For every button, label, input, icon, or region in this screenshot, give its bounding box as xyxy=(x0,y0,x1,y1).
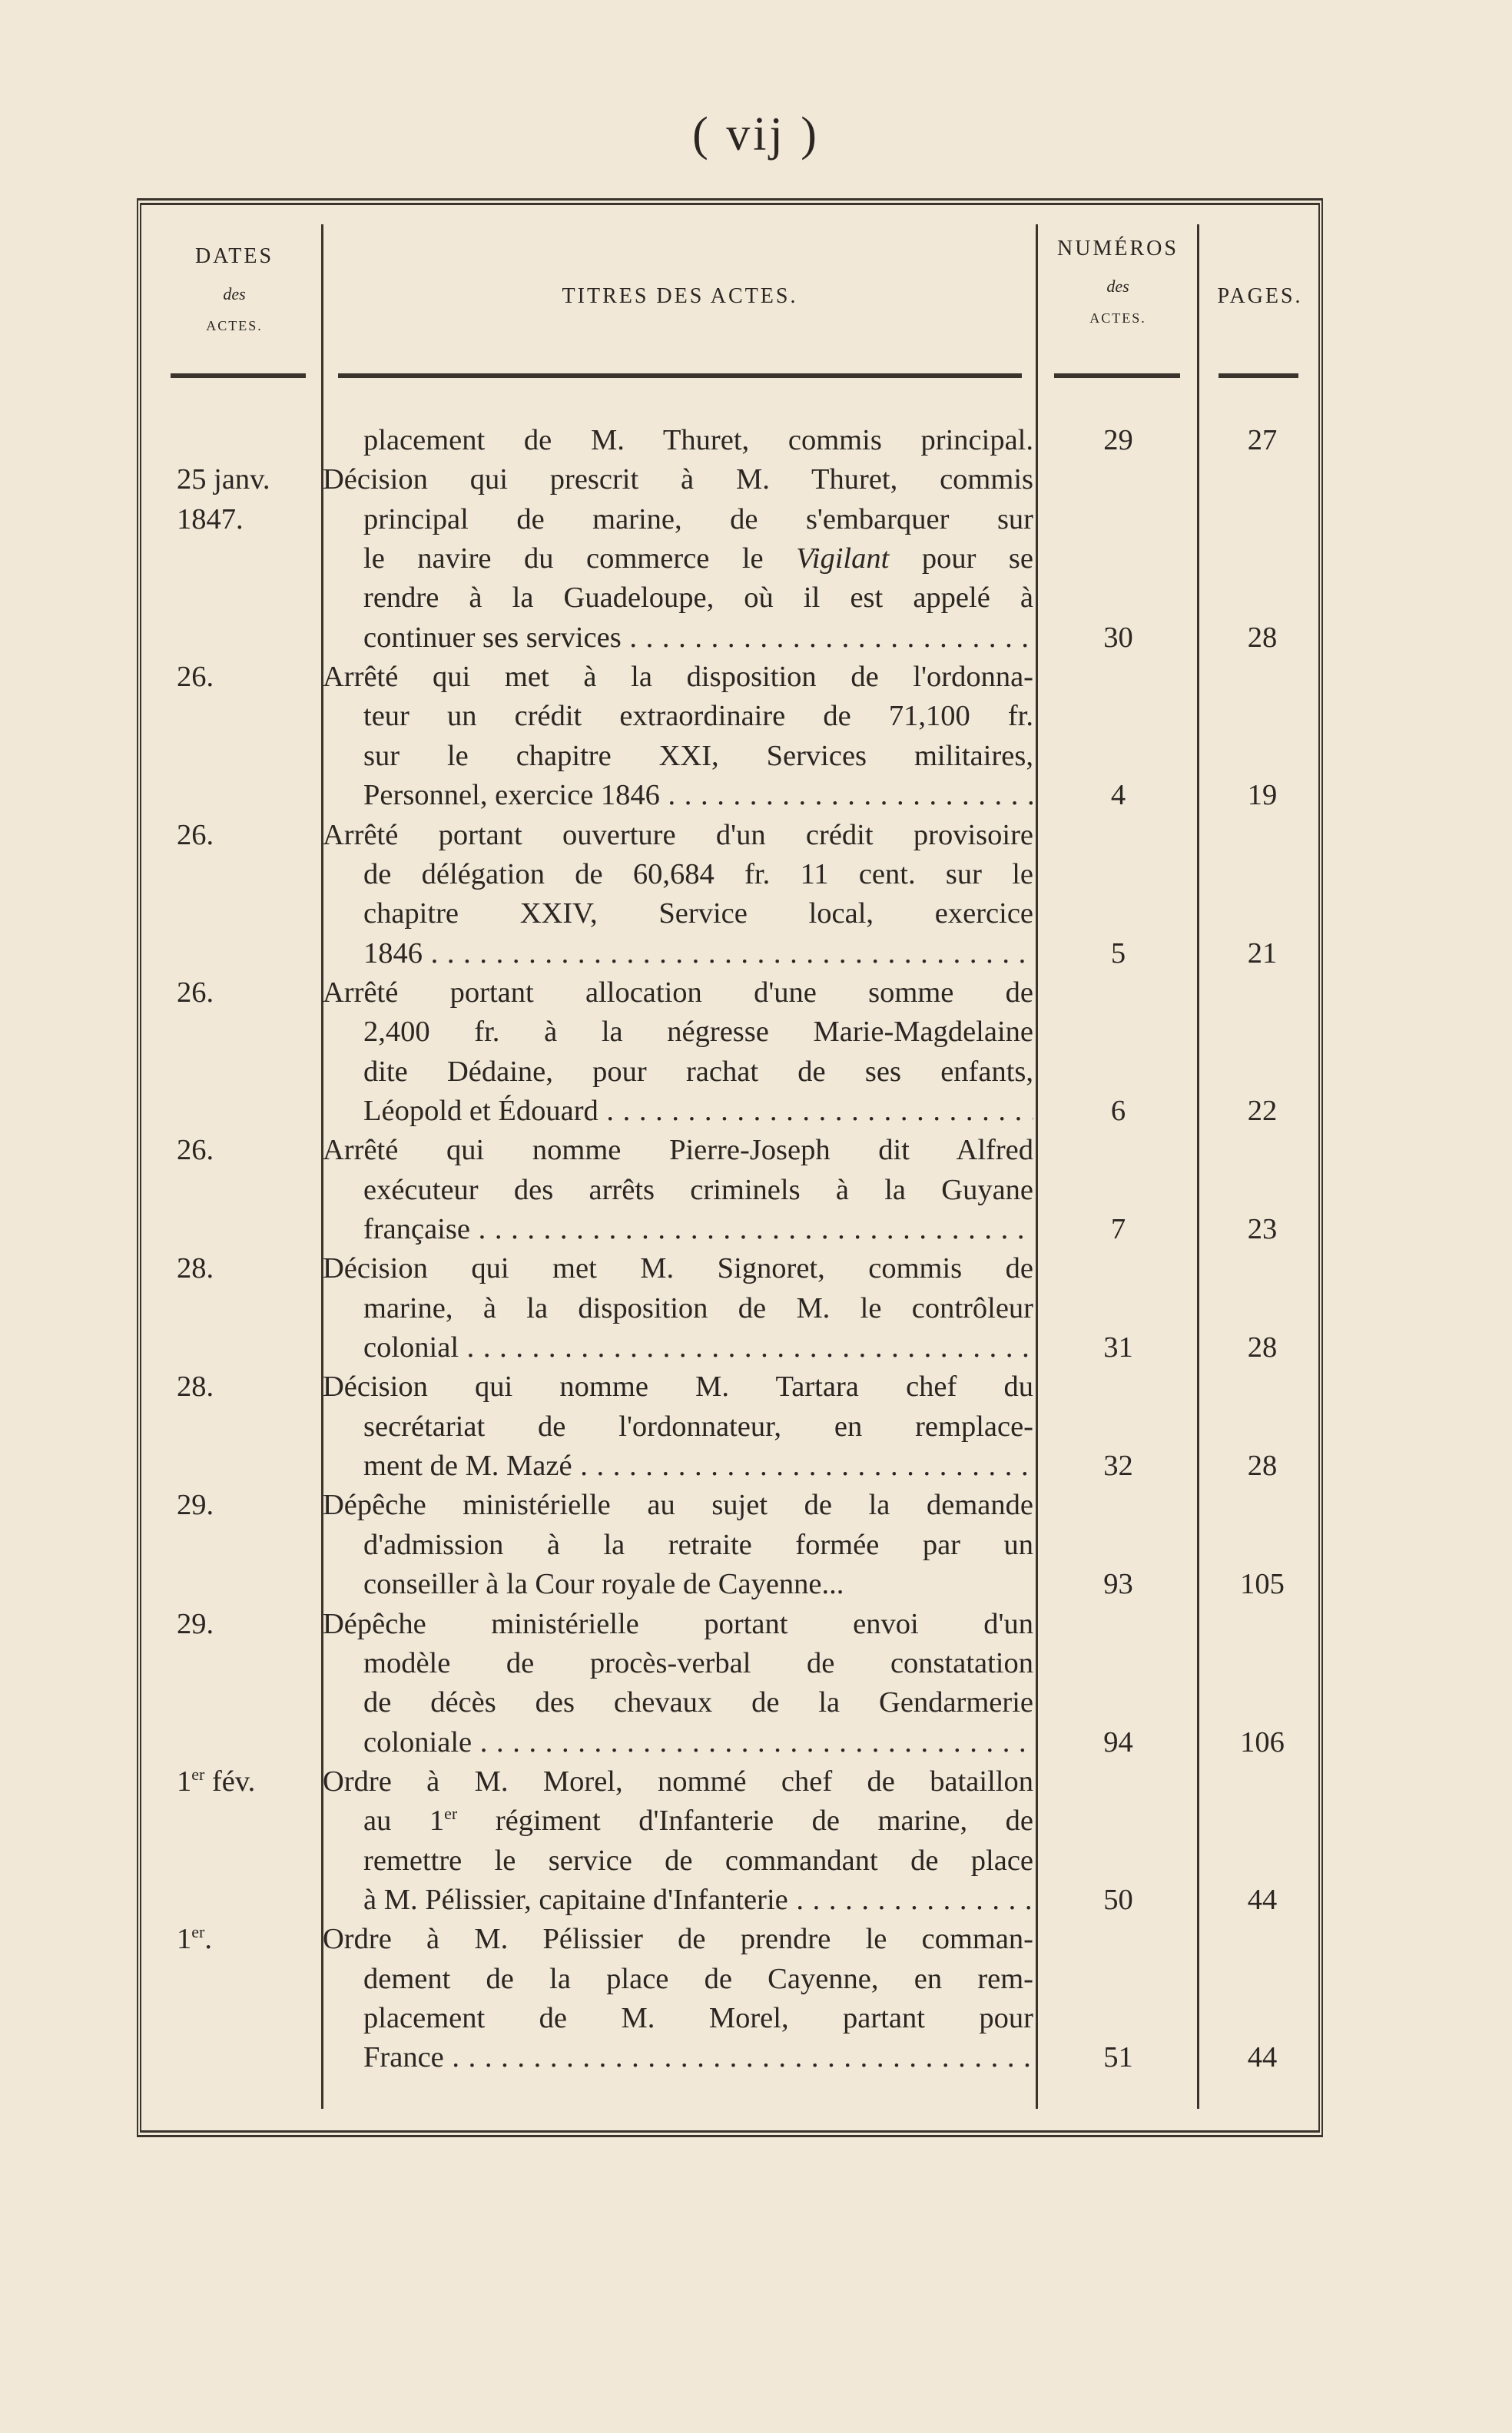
row-title: placement de M. Thuret, commis principal. xyxy=(363,424,1033,456)
table-row xyxy=(0,1486,1512,1525)
table-row xyxy=(0,460,1512,499)
row-page-number: 28 xyxy=(1247,1331,1278,1364)
row-title: chapitre XXIV, Service local, exercice xyxy=(363,897,1033,930)
table-row xyxy=(0,1052,1512,1092)
table-row xyxy=(0,1999,1512,2038)
row-act-number: 93 xyxy=(1103,1568,1133,1601)
table-row xyxy=(0,697,1512,736)
row-title: Ordre à M. Pélissier de prendre le comman- xyxy=(323,1923,1033,1956)
row-date: 29. xyxy=(177,1607,214,1640)
row-title: Arrêté qui nomme Pierre-Joseph dit Alfred xyxy=(323,1134,1033,1167)
row-date: 26. xyxy=(177,818,214,851)
row-title: teur un crédit extraordinaire de 71,100 fr. xyxy=(363,700,1033,733)
row-page-number: 28 xyxy=(1247,621,1278,654)
table-row xyxy=(0,1407,1512,1447)
table-row xyxy=(0,1565,1512,1604)
table-row xyxy=(0,1644,1512,1683)
row-date: 28. xyxy=(177,1252,214,1285)
row-page-number: 106 xyxy=(1240,1725,1285,1758)
row-page-number: 19 xyxy=(1247,779,1278,812)
row-act-number: 31 xyxy=(1103,1331,1133,1364)
row-title: Dépêche ministérielle portant envoi d'un xyxy=(323,1607,1033,1640)
table-row xyxy=(0,776,1512,815)
row-title: coloniale . . . xyxy=(363,1723,1033,1762)
row-title: dement de la place de Cayenne, en rem- xyxy=(363,1962,1033,1995)
row-page-number: 44 xyxy=(1247,1883,1278,1916)
table-row xyxy=(0,1013,1512,1052)
row-act-number: 4 xyxy=(1110,779,1126,812)
table-row xyxy=(0,1447,1512,1486)
row-act-number: 94 xyxy=(1103,1725,1133,1758)
header-numbers-line2: des xyxy=(1106,277,1129,296)
row-title: placement de M. Morel, partant pour xyxy=(363,2002,1033,2034)
row-date: 29. xyxy=(177,1489,214,1522)
row-date: 1er fév. xyxy=(177,1765,256,1798)
row-title: Léopold et Édouard . . . xyxy=(363,1092,1033,1131)
row-title: rendre à la Guadeloupe, où il est appelé à xyxy=(363,582,1033,615)
page-number: ( vij ) xyxy=(692,108,820,161)
table-row xyxy=(0,421,1512,460)
table-row xyxy=(0,658,1512,697)
row-date: 26. xyxy=(177,661,214,694)
table-row xyxy=(0,1802,1512,1841)
row-title: Arrêté portant allocation d'une somme de xyxy=(323,976,1033,1009)
table-row xyxy=(0,894,1512,933)
table-row xyxy=(0,1960,1512,1999)
row-title: conseiller à la Cour royale de Cayenne... xyxy=(363,1568,844,1601)
row-page-number: 44 xyxy=(1247,2041,1278,2074)
row-title: Décision qui prescrit à M. Thuret, commis xyxy=(323,463,1033,496)
table-row xyxy=(0,1920,1512,1959)
row-title: sur le chapitre XXI, Services militaires, xyxy=(363,739,1033,772)
row-title: Arrêté qui met à la disposition de l'ordonna- xyxy=(323,661,1033,694)
table-row xyxy=(0,973,1512,1013)
row-title: dite Dédaine, pour rachat de ses enfants, xyxy=(363,1055,1033,1088)
row-title: 1846 . . . xyxy=(363,934,1033,973)
row-title: d'admission à la retraite formée par un xyxy=(363,1528,1033,1561)
row-title: principal de marine, de s'embarquer sur xyxy=(363,502,1033,535)
row-title: le navire du commerce le Vigilant pour se xyxy=(363,542,1033,575)
row-title: Dépêche ministérielle au sujet de la demande xyxy=(323,1489,1033,1522)
row-page-number: 23 xyxy=(1247,1213,1278,1245)
table-row xyxy=(0,1131,1512,1170)
table-row xyxy=(0,1526,1512,1565)
table-row xyxy=(0,1367,1512,1407)
row-title: secrétariat de l'ordonnateur, en remplace- xyxy=(363,1410,1033,1443)
row-page-number: 22 xyxy=(1247,1094,1278,1127)
row-title: remettre le service de commandant de place xyxy=(363,1844,1033,1877)
header-dates xyxy=(154,244,315,334)
row-date: 25 janv. xyxy=(177,463,270,496)
table-row xyxy=(0,1881,1512,1920)
header-numbers xyxy=(1041,237,1195,326)
table-row xyxy=(0,1841,1512,1881)
row-title: marine, à la disposition de M. le contrôleur xyxy=(363,1291,1033,1324)
table-row xyxy=(0,855,1512,894)
table-row xyxy=(0,1092,1512,1131)
row-title: de délégation de 60,684 fr. 11 cent. sur le xyxy=(363,857,1033,890)
row-date: 26. xyxy=(177,1134,214,1167)
table-row xyxy=(0,1762,1512,1802)
row-title: 2,400 fr. à la négresse Marie-Magdelaine xyxy=(363,1016,1033,1049)
table-row xyxy=(0,578,1512,618)
row-title: Personnel, exercice 1846 . . . xyxy=(363,776,1033,815)
row-title: continuer ses services . . . xyxy=(363,618,1033,658)
header-pages xyxy=(1200,284,1320,309)
row-title: Décision qui nomme M. Tartara chef du xyxy=(323,1371,1033,1404)
table-row xyxy=(0,737,1512,776)
table-row xyxy=(0,1683,1512,1722)
row-title: ment de M. Mazé . . . xyxy=(363,1447,1033,1486)
row-title: colonial . . . xyxy=(363,1328,1033,1367)
row-page-number: 21 xyxy=(1247,936,1278,970)
table-row xyxy=(0,1605,1512,1644)
row-act-number: 50 xyxy=(1103,1883,1133,1916)
header-numbers-line1: NUMÉROS xyxy=(1057,237,1179,260)
header-rule xyxy=(338,373,1022,378)
header-numbers-line3: ACTES. xyxy=(1089,310,1146,326)
header-dates-line3: ACTES. xyxy=(206,318,263,333)
row-date: 28. xyxy=(177,1371,214,1404)
header-pages-label: PAGES. xyxy=(1217,284,1303,308)
row-title: au 1er régiment d'Infanterie de marine, de xyxy=(363,1804,1033,1838)
row-act-number: 51 xyxy=(1103,2041,1133,2074)
row-title: Arrêté portant ouverture d'un crédit provisoire xyxy=(323,818,1033,851)
table-row xyxy=(0,1210,1512,1249)
table-row xyxy=(0,618,1512,658)
row-act-number: 5 xyxy=(1110,936,1126,970)
row-act-number: 29 xyxy=(1103,424,1133,456)
row-act-number: 32 xyxy=(1103,1450,1133,1483)
row-title: Décision qui met M. Signoret, commis de xyxy=(323,1252,1033,1285)
table-row xyxy=(0,539,1512,578)
table-row xyxy=(0,1723,1512,1762)
row-act-number: 7 xyxy=(1110,1213,1126,1245)
row-act-number: 30 xyxy=(1103,621,1133,654)
header-titles-label: TITRES DES ACTES. xyxy=(562,284,798,308)
row-title: modèle de procès-verbal de constatation xyxy=(363,1646,1033,1679)
table-row xyxy=(0,1328,1512,1367)
header-rule xyxy=(1054,373,1180,378)
row-page-number: 27 xyxy=(1247,424,1278,456)
table-row xyxy=(0,2038,1512,2077)
header-rule xyxy=(171,373,306,378)
row-act-number: 6 xyxy=(1110,1094,1126,1127)
table-row xyxy=(0,1289,1512,1328)
row-title: de décès des chevaux de la Gendarmerie xyxy=(363,1686,1033,1719)
row-title: française . . . xyxy=(363,1210,1033,1249)
header-dates-line1: DATES xyxy=(194,244,274,268)
table-row xyxy=(0,934,1512,973)
row-title: France . . . xyxy=(363,2038,1033,2077)
table-row xyxy=(0,1171,1512,1210)
row-date: 1847. xyxy=(177,502,244,535)
table-row xyxy=(0,816,1512,855)
row-page-number: 28 xyxy=(1247,1450,1278,1483)
row-title: Ordre à M. Morel, nommé chef de bataillon xyxy=(323,1765,1033,1798)
row-page-number: 105 xyxy=(1240,1568,1285,1601)
row-date: 1er. xyxy=(177,1922,212,1956)
header-rule xyxy=(1219,373,1298,378)
header-titles xyxy=(338,284,1022,309)
row-date: 26. xyxy=(177,976,214,1009)
row-title: à M. Pélissier, capitaine d'Infanterie . . . xyxy=(363,1881,1033,1920)
table-row xyxy=(0,1249,1512,1288)
row-title: exécuteur des arrêts criminels à la Guyane xyxy=(363,1173,1033,1206)
table-row xyxy=(0,500,1512,539)
header-dates-line2: des xyxy=(223,284,246,303)
